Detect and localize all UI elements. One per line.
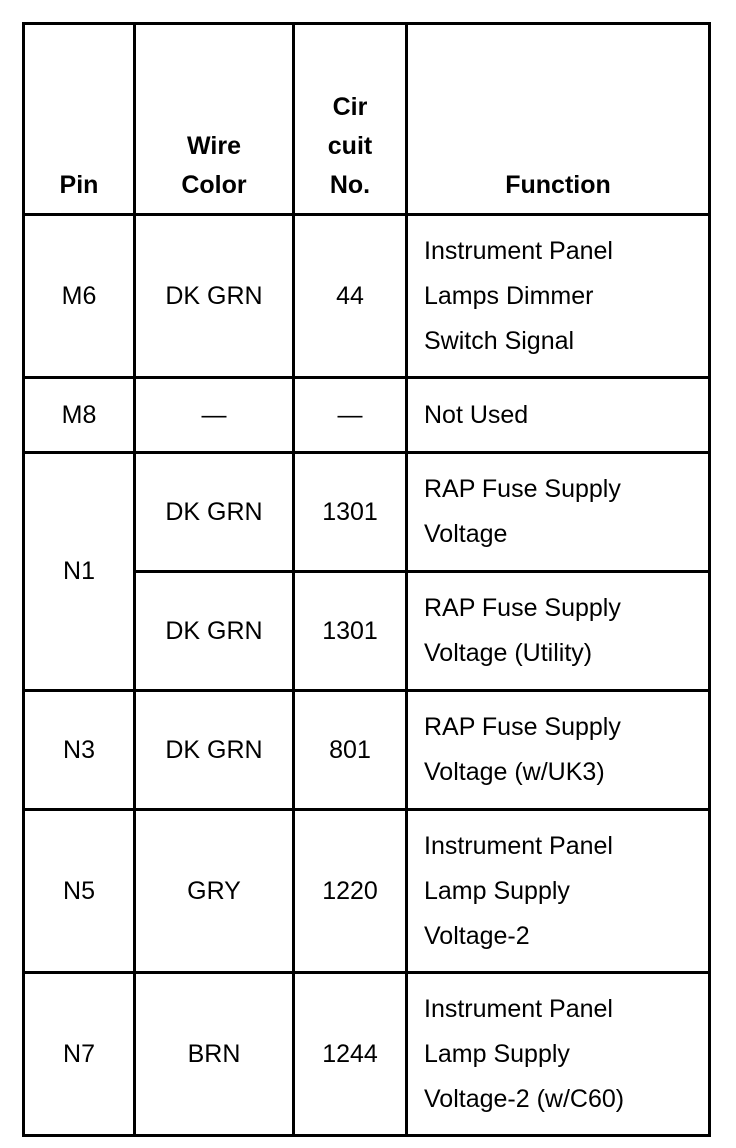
cell-circuit: 1301 bbox=[294, 453, 407, 572]
table-header-row bbox=[24, 24, 710, 215]
cell-function: RAP Fuse Supply Voltage (Utility) bbox=[407, 572, 710, 691]
cell-pin: N3 bbox=[24, 691, 135, 810]
cell-circuit: 1301 bbox=[294, 572, 407, 691]
cell-wire-color: DK GRN bbox=[135, 572, 294, 691]
cell-function: Not Used bbox=[407, 378, 710, 453]
table-row bbox=[24, 453, 710, 572]
cell-function: Instrument Panel Lamps Dimmer Switch Signal bbox=[407, 215, 710, 378]
cell-function: RAP Fuse Supply Voltage (w/UK3) bbox=[407, 691, 710, 810]
pin-function-table bbox=[22, 22, 711, 1137]
cell-circuit: 1244 bbox=[294, 973, 407, 1136]
header-function: Function bbox=[407, 24, 710, 215]
cell-circuit: 1220 bbox=[294, 810, 407, 973]
cell-pin: N7 bbox=[24, 973, 135, 1136]
cell-wire-color: GRY bbox=[135, 810, 294, 973]
cell-wire-color: — bbox=[135, 378, 294, 453]
table-row bbox=[24, 378, 710, 453]
header-wire-color: Wire Color bbox=[135, 24, 294, 215]
cell-circuit: 44 bbox=[294, 215, 407, 378]
cell-function: RAP Fuse Supply Voltage bbox=[407, 453, 710, 572]
cell-function: Instrument Panel Lamp Supply Voltage-2 (w/C60) bbox=[407, 973, 710, 1136]
header-pin: Pin bbox=[24, 24, 135, 215]
table-row bbox=[24, 691, 710, 810]
cell-pin: N5 bbox=[24, 810, 135, 973]
cell-pin: M8 bbox=[24, 378, 135, 453]
cell-pin: N1 bbox=[24, 453, 135, 691]
cell-pin: M6 bbox=[24, 215, 135, 378]
cell-circuit: — bbox=[294, 378, 407, 453]
cell-circuit: 801 bbox=[294, 691, 407, 810]
cell-wire-color: BRN bbox=[135, 973, 294, 1136]
cell-function: Instrument Panel Lamp Supply Voltage-2 bbox=[407, 810, 710, 973]
table-row bbox=[24, 973, 710, 1136]
cell-wire-color: DK GRN bbox=[135, 453, 294, 572]
header-circuit-no: Cir cuit No. bbox=[294, 24, 407, 215]
table-row bbox=[24, 215, 710, 378]
cell-wire-color: DK GRN bbox=[135, 691, 294, 810]
table-row bbox=[24, 810, 710, 973]
cell-wire-color: DK GRN bbox=[135, 215, 294, 378]
